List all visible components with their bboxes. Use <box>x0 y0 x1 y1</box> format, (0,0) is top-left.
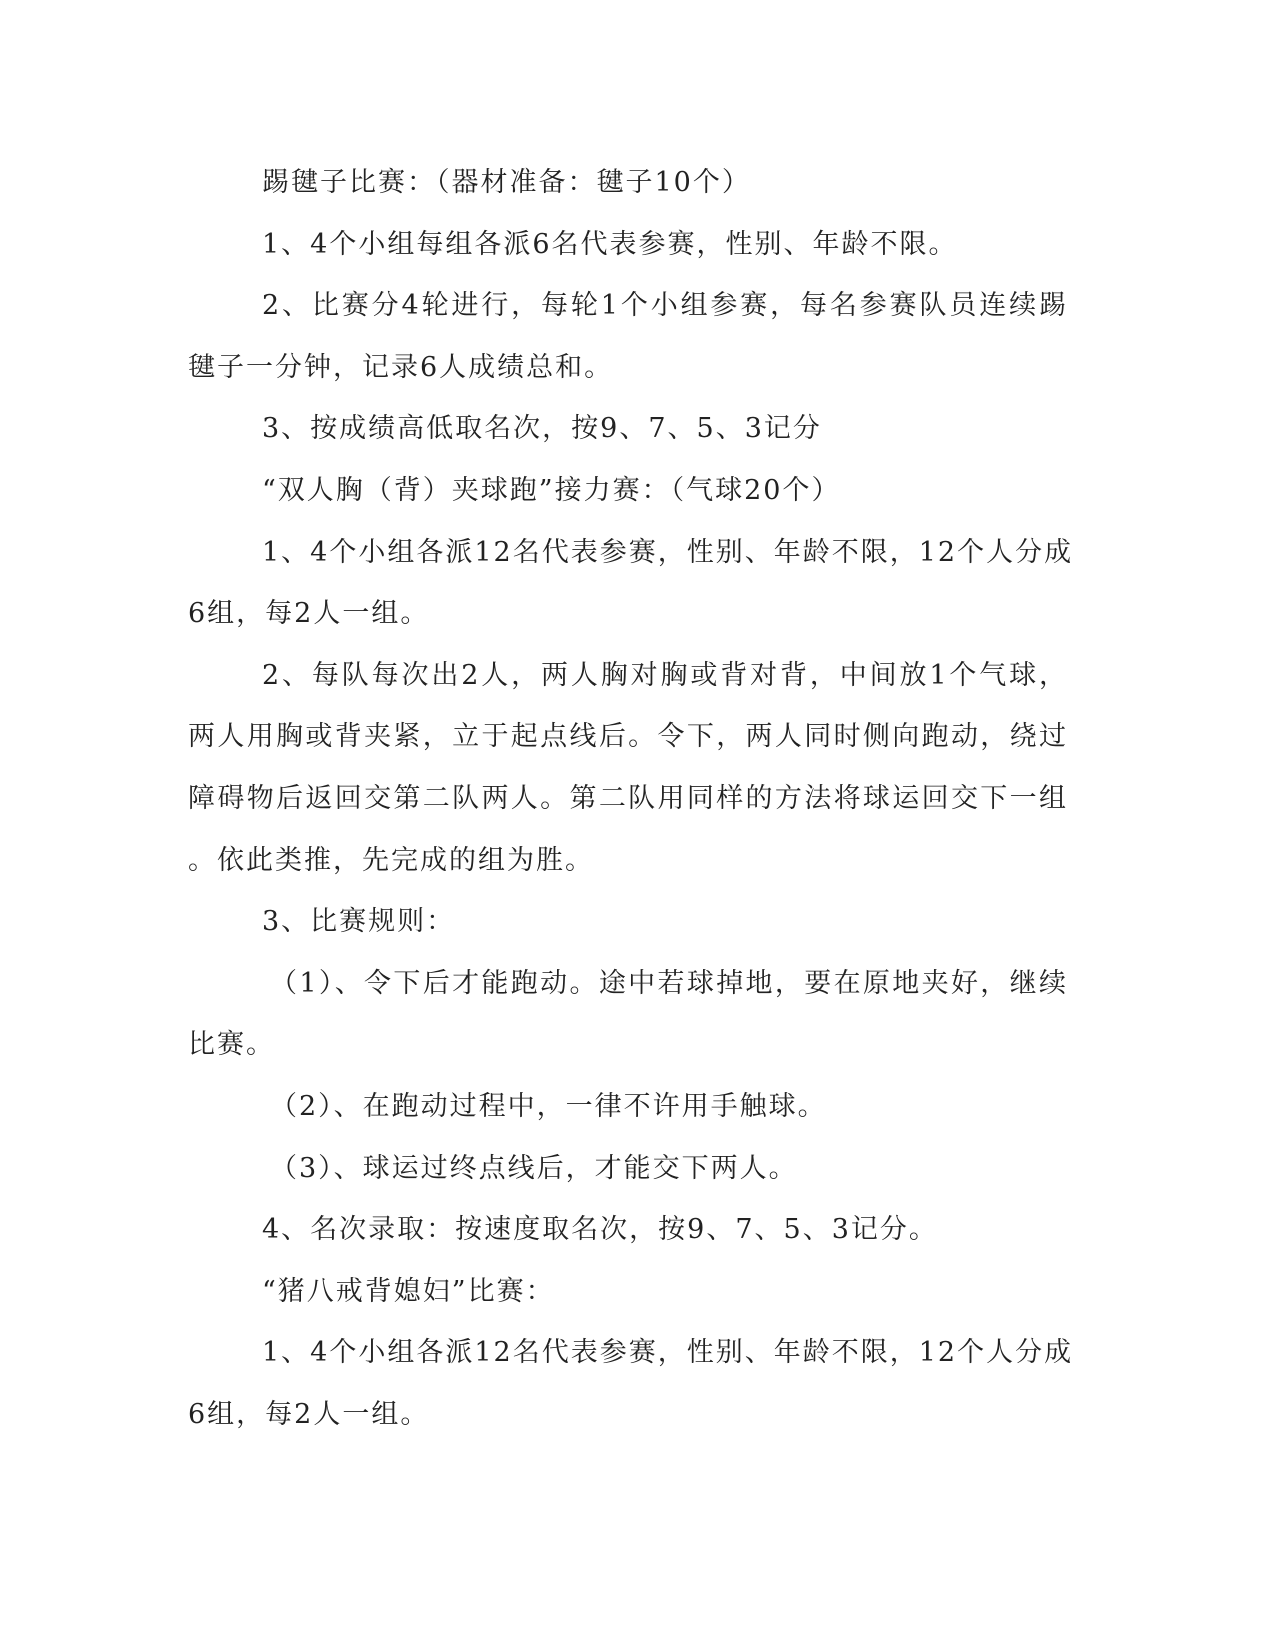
paragraph-line: 6组，每2人一组。 <box>188 598 430 630</box>
paragraph-line: （1）、令下后才能跑动。途中若球掉地，要在原地夹好，继续 <box>270 967 1068 999</box>
paragraph-line: 6组，每2人一组。 <box>188 1398 430 1430</box>
paragraph-line: （3）、球运过终点线后，才能交下两人。 <box>270 1152 798 1184</box>
paragraph-line: 1、4个小组各派12名代表参赛，性别、年龄不限，12个人分成 <box>262 536 1074 568</box>
paragraph-line: 障碍物后返回交第二队两人。第二队用同样的方法将球运回交下一组 <box>188 782 1068 814</box>
paragraph-line: 2、每队每次出2人，两人胸对胸或背对背，中间放1个气球， <box>262 659 1068 691</box>
paragraph-line: 3、按成绩高低取名次，按9、7、5、3记分 <box>262 413 822 445</box>
document-body <box>188 164 1074 1457</box>
section-heading-zhubajie: “猪八戒背媳妇”比赛： <box>262 1275 555 1307</box>
paragraph-line: 2、比赛分4轮进行，每轮1个小组参赛，每名参赛队员连续踢 <box>262 290 1068 322</box>
paragraph-line: 比赛。 <box>188 1029 275 1061</box>
paragraph-line: （2）、在跑动过程中，一律不许用手触球。 <box>270 1090 827 1122</box>
paragraph-line: 1、4个小组各派12名代表参赛，性别、年龄不限，12个人分成 <box>262 1337 1074 1369</box>
paragraph-line: 1、4个小组每组各派6名代表参赛，性别、年龄不限。 <box>262 228 958 260</box>
paragraph-line: 3、比赛规则： <box>262 906 456 938</box>
paragraph-line: 毽子一分钟，记录6人成绩总和。 <box>188 351 614 383</box>
paragraph-line: 。依此类推，先完成的组为胜。 <box>188 844 594 876</box>
paragraph-line: 两人用胸或背夹紧，立于起点线后。令下，两人同时侧向跑动，绕过 <box>188 721 1068 753</box>
section-heading-shuttlecock: 踢毽子比赛：（器材准备：毽子10个） <box>262 167 751 198</box>
paragraph-line: 4、名次录取：按速度取名次，按9、7、5、3记分。 <box>262 1214 938 1246</box>
section-heading-balloon-relay: “双人胸（背）夹球跑”接力赛：（气球20个） <box>262 474 841 506</box>
